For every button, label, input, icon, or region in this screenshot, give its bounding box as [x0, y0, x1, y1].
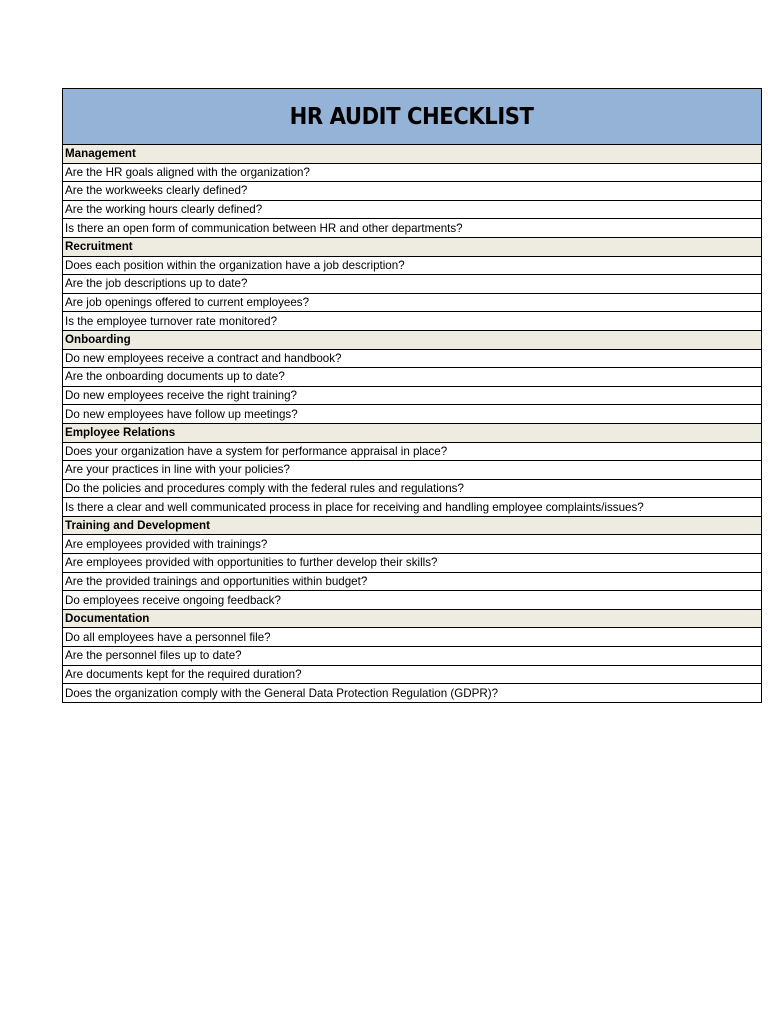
checklist-item[interactable]: Are job openings offered to current employees?: [62, 294, 762, 313]
title-cell[interactable]: [62, 88, 762, 145]
checklist-item[interactable]: Do all employees have a personnel file?: [62, 628, 762, 647]
checklist-item[interactable]: Do employees receive ongoing feedback?: [62, 591, 762, 610]
section-header-onboarding[interactable]: Onboarding: [62, 331, 762, 350]
checklist-item[interactable]: Are the job descriptions up to date?: [62, 275, 762, 294]
checklist-item[interactable]: Are the personnel files up to date?: [62, 647, 762, 666]
checklist-item[interactable]: Are the onboarding documents up to date?: [62, 368, 762, 387]
checklist-item[interactable]: Are the provided trainings and opportunities within budget?: [62, 573, 762, 592]
checklist-item[interactable]: Are employees provided with opportunities to further develop their skills?: [62, 554, 762, 573]
section-header-employee-relations[interactable]: Employee Relations: [62, 424, 762, 443]
section-header-documentation[interactable]: Documentation: [62, 610, 762, 629]
section-header-training-and-development[interactable]: Training and Development: [62, 517, 762, 536]
checklist-item[interactable]: Do new employees have follow up meetings?: [62, 405, 762, 424]
checklist-item[interactable]: Do new employees receive the right training?: [62, 387, 762, 406]
checklist-item[interactable]: Is there an open form of communication between HR and other departments?: [62, 219, 762, 238]
checklist-item[interactable]: Are employees provided with trainings?: [62, 535, 762, 554]
checklist-item[interactable]: Is there a clear and well communicated process in place for receiving and handling employee complaints/issues?: [62, 498, 762, 517]
checklist-item[interactable]: Does each position within the organization have a job description?: [62, 257, 762, 276]
checklist-item[interactable]: Does the organization comply with the General Data Protection Regulation (GDPR)?: [62, 684, 762, 703]
checklist-rows: [62, 145, 762, 703]
section-header-management[interactable]: Management: [62, 145, 762, 164]
checklist-sheet: [62, 88, 762, 703]
checklist-item[interactable]: Do the policies and procedures comply with the federal rules and regulations?: [62, 480, 762, 499]
checklist-item[interactable]: Does your organization have a system for performance appraisal in place?: [62, 443, 762, 462]
checklist-item[interactable]: Are the working hours clearly defined?: [62, 201, 762, 220]
checklist-item[interactable]: Is the employee turnover rate monitored?: [62, 312, 762, 331]
page-title: HR AUDIT CHECKLIST: [290, 103, 534, 130]
checklist-item[interactable]: Do new employees receive a contract and handbook?: [62, 350, 762, 369]
checklist-item[interactable]: Are your practices in line with your policies?: [62, 461, 762, 480]
checklist-item[interactable]: Are documents kept for the required duration?: [62, 666, 762, 685]
section-header-recruitment[interactable]: Recruitment: [62, 238, 762, 257]
checklist-item[interactable]: Are the workweeks clearly defined?: [62, 182, 762, 201]
checklist-item[interactable]: Are the HR goals aligned with the organization?: [62, 164, 762, 183]
